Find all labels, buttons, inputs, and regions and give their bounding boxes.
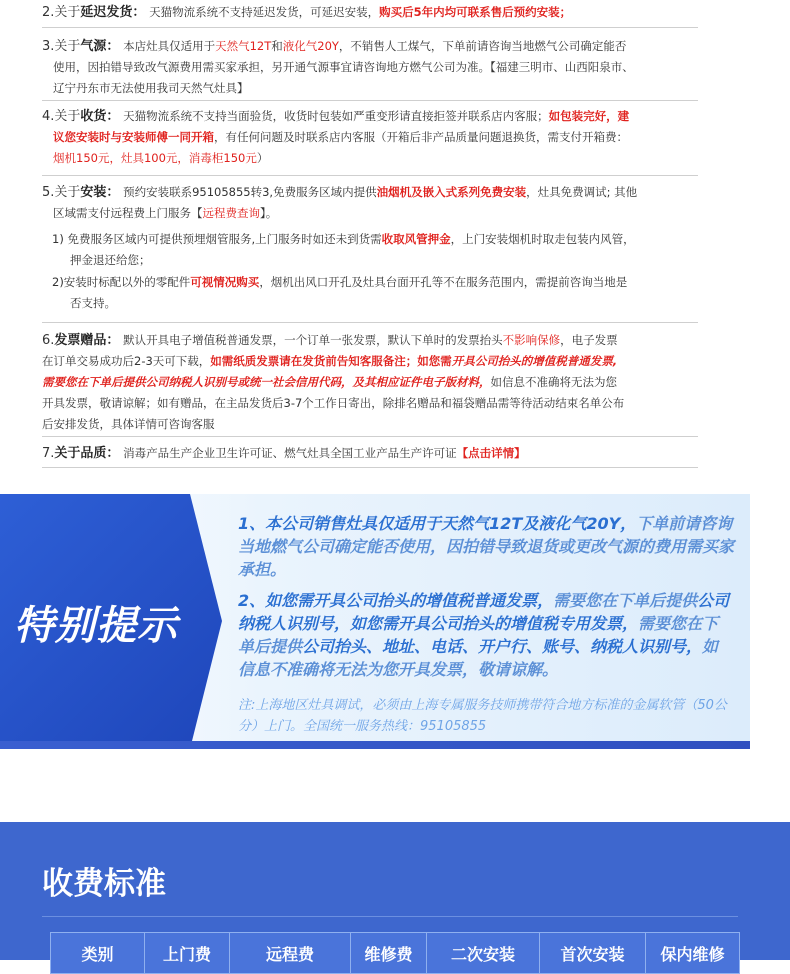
divider — [42, 436, 698, 437]
header-category: 类别 — [51, 933, 145, 974]
installation-sub-1: 1) 免费服务区域内可提供预埋烟管服务,上门服务时如还未到货需收取风管押金，上门安装烟机时取走包装内风管， 押金退还给您； — [52, 232, 635, 267]
header-remote-fee: 远程费 — [230, 933, 351, 974]
divider — [42, 175, 698, 176]
details-link[interactable]: 【点击详情】 — [456, 446, 526, 460]
remote-fee-link[interactable]: 远程费查询 — [202, 206, 260, 220]
note-key: 关于品质： — [54, 446, 120, 461]
header-warranty-repair: 保内维修 — [646, 933, 740, 974]
banner-title: 特别提示 — [14, 603, 178, 649]
header-visit-fee: 上门费 — [145, 933, 230, 974]
banner-point-2: 2、如您需开具公司抬头的增值税普通发票，需要您在下单后提供公司纳税人识别号，如您需开具公司抬头的增值税专用发票，需要您在下单后提供公司抬头、地址、电话、开户行、账号、纳税人识别号，如信息不准确将无法为您开具发票，敬请谅解。 — [238, 591, 730, 679]
note-quality: 7.关于品质： 消毒产品生产企业卫生许可证、燃气灶具全国工业产品生产许可证【点击详情】 — [42, 446, 526, 461]
header-first-install: 首次安装 — [540, 933, 646, 974]
banner-bottom-stripe — [0, 741, 750, 749]
installation-sub-2: 2)安装时标配以外的零配件可视情况购买，烟机出风口开孔及灶具台面开孔等不在服务范围内，需提前咨询当地是 否支持。 — [52, 275, 628, 310]
note-key: 安装： — [80, 185, 120, 200]
note-installation: 5.关于安装： 预约安装联系95105855转3,免费服务区域内提供油烟机及嵌入式系列免费安装，灶具免费调试; 其他 区域需支付远程费上门服务【远程费查询】。 — [42, 185, 638, 220]
divider — [42, 27, 698, 28]
note-gas-source: 3.关于气源： 本店灶具仅适用于天然气12T和液化气20Y，不销售人工煤气，下单前请咨询当地燃气公司确定能否 使用，因拍错导致改气源费用需买家承担，另开通气源事宜请咨询地方燃气公司为准。【福建三明市、山西阳泉市、 辽宁丹东市无法使用我司天然气灶具】 — [42, 39, 634, 95]
note-receiving: 4.关于收货： 天猫物流系统不支持当面验货，收货时包装如严重变形请直接拒签并联系店内客服；如包装完好，建 议您安装时与安装师傅一同开箱，有任何问题及时联系店内客服（开箱后非产品质量问题退换货，需支付开箱费： 烟机150元，灶具100元，消毒柜150元） — [42, 109, 630, 165]
divider — [42, 467, 698, 468]
fee-standard-section — [0, 822, 790, 964]
note-key: 收货： — [80, 109, 120, 124]
note-key: 气源： — [80, 39, 120, 54]
fee-table-header-row — [51, 933, 740, 974]
note-key: 发票赠品： — [54, 333, 120, 348]
note-key: 延迟发货： — [80, 5, 146, 20]
divider — [42, 322, 698, 323]
fee-table — [50, 932, 740, 974]
header-second-install: 二次安装 — [427, 933, 540, 974]
fee-divider — [42, 916, 738, 917]
banner-point-1: 1、本公司销售灶具仅适用于天然气12T及液化气20Y，下单前请咨询当地燃气公司确定能否使用，因拍错导致退货或更改气源的费用需买家承担。 — [238, 514, 735, 579]
banner-note: 注:上海地区灶具调试，必须由上海专属服务技师携带符合地方标准的金属软管（50公分）上门。全国统一服务热线：95105855 — [238, 698, 727, 734]
header-repair-fee: 维修费 — [351, 933, 427, 974]
divider — [42, 100, 698, 101]
fee-title: 收费标准 — [42, 866, 166, 902]
note-delayed-shipping: 2.关于延迟发货： 天猫物流系统不支持延迟发货，可延迟安装，购买后5年内均可联系售后预约安装； — [42, 5, 572, 20]
note-invoice-gifts: 6.发票赠品： 默认开具电子增值税普通发票，一个订单一张发票，默认下单时的发票抬头不影响保修，电子发票 在订单交易成功后2-3天可下载，如需纸质发票请在发货前告知客服备注；如您需开具公司抬头的增值税普通发票, 需要您在下单后提供公司纳税人识别号或统一社会信用代码，及其相应证件电子版材料，如信息不准确将无法为您 开具发票，敬请谅解；如有赠品，在主品发货后3-7个工作日寄出，除排名赠品和福袋赠品需等待活动结束名单公布 后安排发货，具体详情可咨询客服 — [42, 333, 625, 431]
